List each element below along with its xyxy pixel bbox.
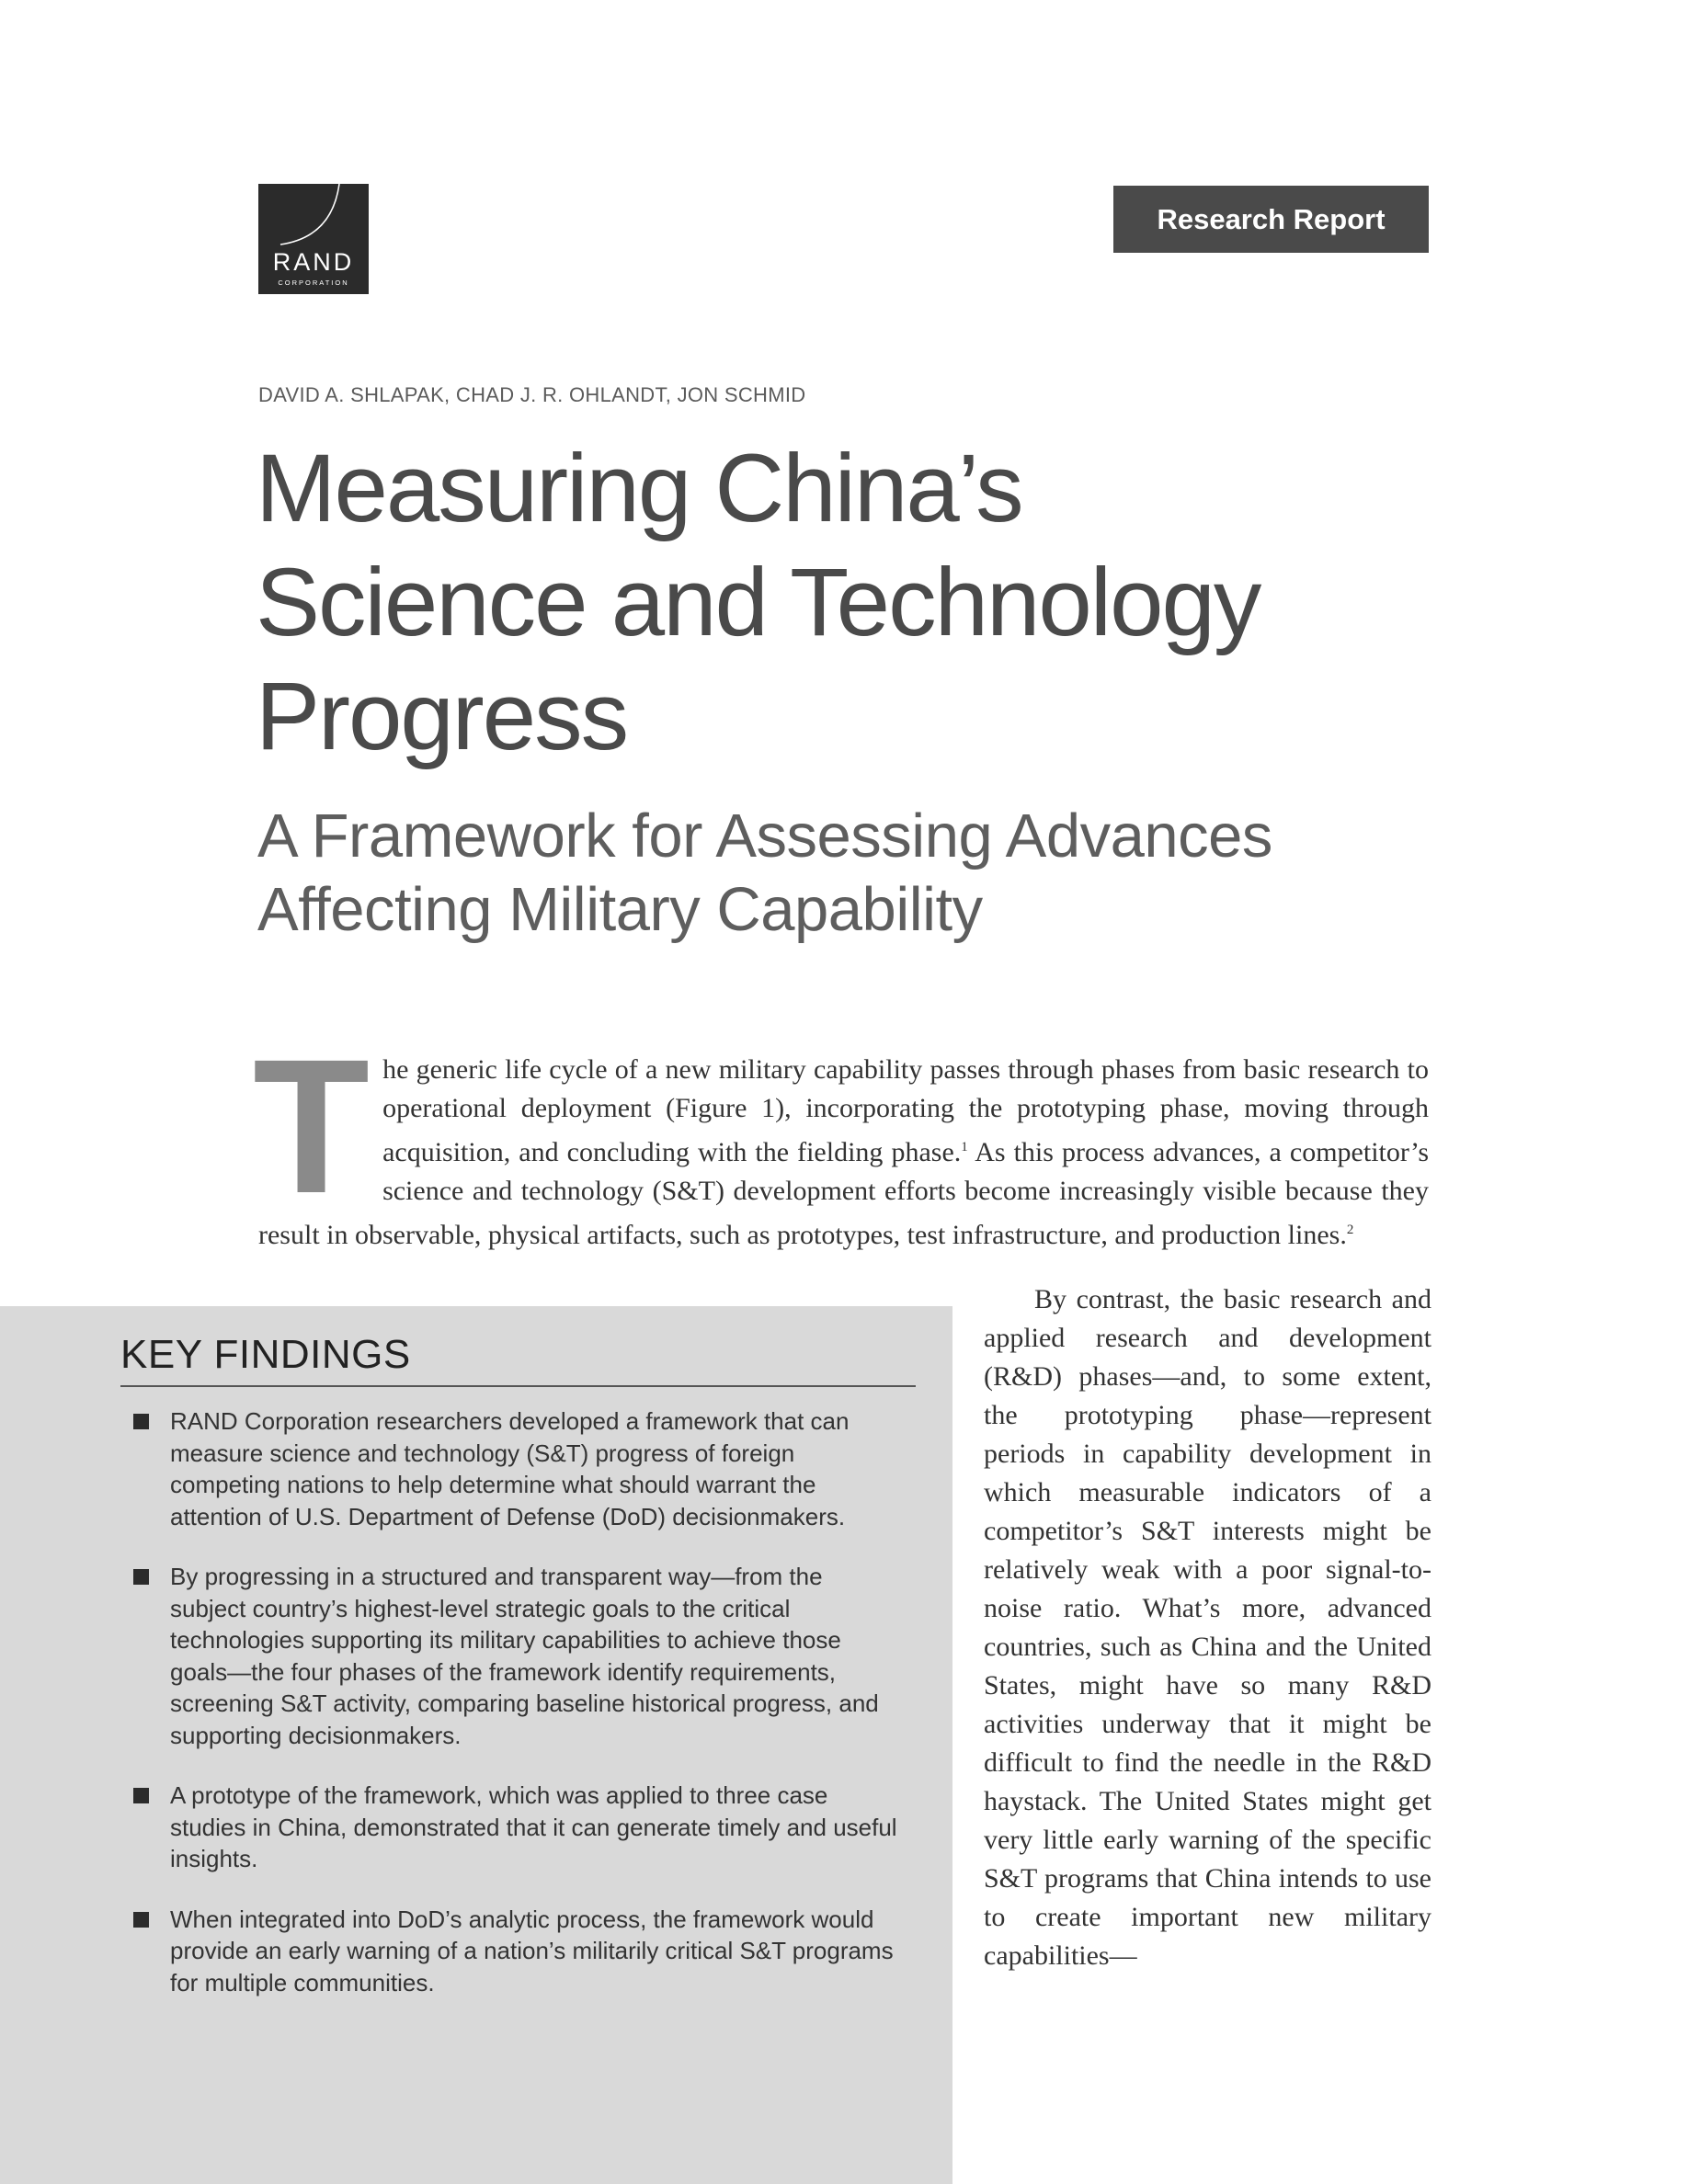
rand-logo bbox=[258, 184, 369, 294]
finding-item bbox=[131, 1561, 904, 1751]
footnote-ref-1[interactable]: 1 bbox=[961, 1140, 968, 1155]
key-findings-list bbox=[131, 1405, 904, 2027]
finding-item bbox=[131, 1405, 904, 1532]
body-column-right: By contrast, the basic research and applied research and development (R&D) phases—and, to some extent, the prototyping phase—represent periods in capability development in which measurable indicators of a competitor’s S&T interests might be relatively weak with a poor signal-to-noise ratio. What’s more, advanced countries, such as China and the United States, might have so many R&D activities underway that it might be difficult to find the needle in the R&D haystack. The United States might get very little early warning of the specific S&T programs that China intends to use to create important new military capabilities— bbox=[984, 1284, 1431, 1971]
square-bullet-icon bbox=[133, 1414, 149, 1429]
finding-text: When integrated into DoD’s analytic process, the framework would provide an early warning of a nation’s militarily critical S&T programs for multiple communities. bbox=[170, 1905, 894, 1996]
key-findings-divider bbox=[120, 1385, 916, 1387]
intro-text-a: he generic life cycle of a new military capability passes through phases from basic research to operational deployment (Figure 1), incorporating the prototyping phase, moving through acquisition, and concluding with the fielding phase. bbox=[382, 1054, 1429, 1167]
drop-cap: T bbox=[253, 1020, 371, 1234]
finding-text: By progressing in a structured and transparent way—from the subject country’s highest-level strategic goals to the critical technologies supporting its military capabilities to achieve those goals—the four phases of the framework identify requirements, screening S&T activity, comparing baseline historical progress, and supporting decisionmakers. bbox=[170, 1563, 879, 1749]
report-type-badge: Research Report bbox=[1113, 186, 1429, 253]
logo-subtitle: CORPORATION bbox=[278, 279, 349, 287]
finding-item bbox=[131, 1780, 904, 1875]
logo-arc bbox=[258, 184, 369, 294]
footnote-ref-2[interactable]: 2 bbox=[1346, 1223, 1354, 1237]
finding-text: A prototype of the framework, which was applied to three case studies in China, demonstrated that it can generate timely and useful insights. bbox=[170, 1781, 897, 1872]
authors: DAVID A. SHLAPAK, CHAD J. R. OHLANDT, JON SCHMID bbox=[258, 383, 806, 406]
square-bullet-icon bbox=[133, 1569, 149, 1585]
page-subtitle: A Framework for Assessing Advances Affecting Military Capability bbox=[257, 802, 1272, 944]
intro-paragraph bbox=[253, 1020, 1429, 1255]
key-findings-heading: KEY FINDINGS bbox=[120, 1332, 411, 1377]
page-title: Measuring China’s Science and Technology Progress bbox=[256, 435, 1260, 770]
finding-text: RAND Corporation researchers developed a framework that can measure science and technology (S&T) progress of foreign competing nations to help determine what should warrant the attention of U.S. Department of Defense (DoD) decisionmakers. bbox=[170, 1407, 850, 1530]
logo-wordmark: RAND bbox=[272, 248, 355, 276]
square-bullet-icon bbox=[133, 1912, 149, 1928]
intro-text-b: As this process advances, a competitor’s science and technology (S&T) development efforts become increasingly visible because they result in observable, physical artifacts, such as prototypes, test infrastructure, and production lines. bbox=[258, 1137, 1429, 1250]
square-bullet-icon bbox=[133, 1788, 149, 1803]
finding-item bbox=[131, 1904, 904, 1999]
key-findings-box bbox=[0, 1306, 952, 2184]
